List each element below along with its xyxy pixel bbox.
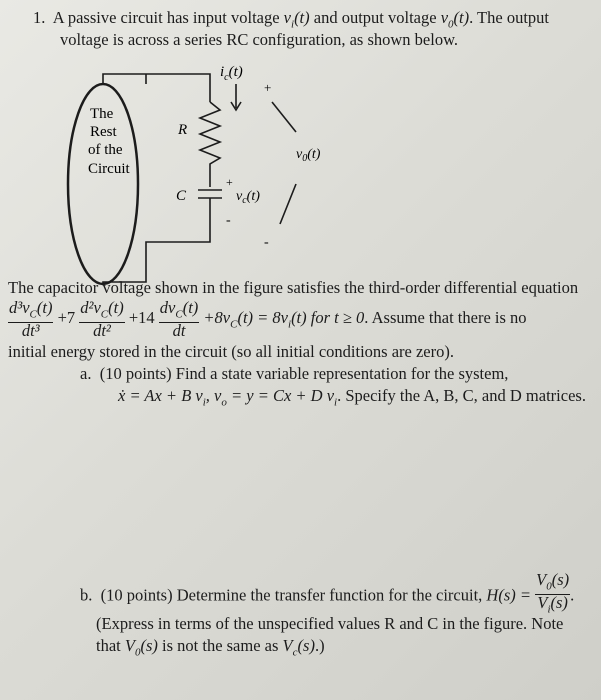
output-voltage-arrow-top — [272, 102, 296, 132]
part-b-line2: (Express in terms of the unspecified values R and C in the figure. Note — [96, 614, 564, 633]
problem-intro-line1 — [33, 8, 549, 30]
d1-term: $\frac{dv_C(t)}{dt}$ — [159, 298, 199, 341]
capacitor-voltage-label: $v_c(t)$ — [236, 189, 260, 206]
output-voltage-arrow-bottom — [280, 184, 296, 224]
capacitor-plus: + — [226, 175, 233, 189]
part-b-text: (10 points) Determine the transfer function for the circuit, — [100, 585, 483, 605]
resistor-label: R — [178, 122, 188, 138]
transfer-function-fraction: $\frac{V_0(s)}{V_i(s)}$ — [536, 570, 570, 616]
part-a-label: a. — [80, 364, 92, 383]
part-a-text: (10 points) Find a state variable representation for the system, — [99, 364, 509, 383]
coef-14: +14 — [128, 307, 155, 327]
coef-7: +7 — [57, 307, 76, 327]
intro-text-b: and output voltage — [313, 8, 437, 27]
block-line4: Circuit — [88, 161, 130, 177]
rc-circuit-diagram — [60, 52, 400, 292]
part-b-line3: that $V_0(s)$ is not the same as $V_c(s)$.) — [96, 636, 325, 659]
current-label: $i_c(t)$ — [220, 64, 243, 83]
eq-rhs: $+8v_C(t) = 8v_i(t)$ for t ≥ 0 — [203, 307, 365, 331]
problem-intro-line2: voltage is across a series RC configuration, as shown below. — [60, 30, 459, 49]
part-b-line1: b. (10 points) Determine the transfer function for the circuit, H(s) = $\frac{V_0(s)}{V_i(s)}$ . — [80, 570, 575, 616]
resistor-symbol — [200, 102, 220, 187]
capacitor-label: C — [176, 188, 187, 204]
d2-term: $\frac{d^2v_C(t)}{\text{dt²}}$ — [80, 298, 124, 341]
part-a-line1 — [80, 364, 508, 384]
block-line2: Rest — [90, 124, 117, 140]
statement-line1: The capacitor voltage shown in the figure satisfies the third-order differential equation — [8, 278, 579, 297]
problem-number: 1. — [33, 8, 46, 27]
top-wire — [103, 74, 210, 102]
differential-equation — [8, 300, 527, 340]
statement-line3: initial energy stored in the circuit (so all initial conditions are zero). — [8, 342, 454, 361]
output-voltage-symbol: $v_0(t)$ — [440, 8, 470, 31]
input-voltage-symbol: $v_i(t)$ — [283, 8, 310, 31]
capacitor-minus: - — [226, 213, 231, 228]
block-line1: The — [90, 106, 114, 122]
transfer-function-H: H(s) = — [486, 585, 532, 605]
state-space-equation: ẋ = Ax + B $v_i$, $v_o = y = Cx + D$ $v_i$. Specify the A, B, C, and D matrices. — [118, 386, 586, 409]
part-b-label: b. — [80, 585, 93, 605]
intro-text-c: . The output — [469, 8, 550, 27]
block-line3: of the — [88, 142, 123, 158]
intro-text-a: A passive circuit has input voltage — [52, 8, 280, 27]
output-plus: + — [264, 80, 272, 95]
d3-term: $\frac{d^3v_C(t)}{\text{dt³}}$ — [9, 298, 53, 341]
output-voltage-label: $v_0(t)$ — [296, 147, 321, 164]
eq-tail: . Assume that there is no — [364, 307, 527, 327]
output-minus: - — [264, 235, 269, 250]
